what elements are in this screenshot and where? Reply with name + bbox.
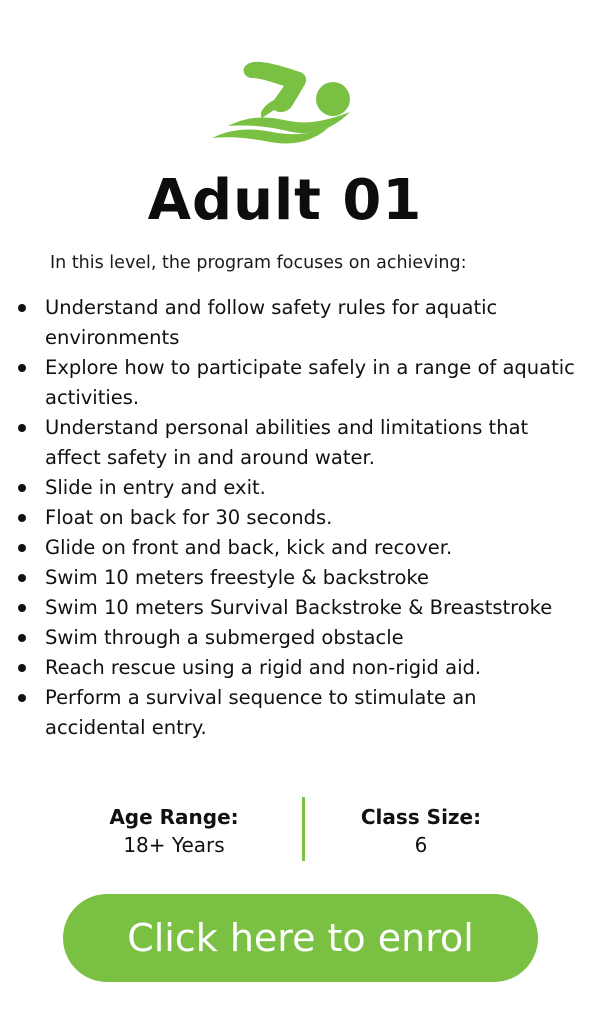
bullet-icon xyxy=(18,304,26,312)
list-item xyxy=(18,653,578,683)
list-item xyxy=(18,473,578,503)
goal-text: Float on back for 30 seconds. xyxy=(45,506,333,529)
age-range-value: 18+ Years xyxy=(123,833,225,857)
goal-text: Swim 10 meters freestyle & backstroke xyxy=(45,566,430,589)
goal-text: Glide on front and back, kick and recover. xyxy=(45,536,453,559)
goal-text: Swim 10 meters Survival Backstroke & Breaststroke xyxy=(45,596,553,619)
goal-text: Understand personal abilities and limitations that affect safety in and around water. xyxy=(45,416,529,469)
swimmer-icon xyxy=(208,56,358,146)
goal-text: Slide in entry and exit. xyxy=(45,476,266,499)
class-size xyxy=(311,805,531,857)
goal-text: Swim through a submerged obstacle xyxy=(45,626,404,649)
class-info xyxy=(0,797,598,863)
list-item xyxy=(18,293,578,353)
list-item xyxy=(18,413,578,473)
bullet-icon xyxy=(18,664,26,672)
class-size-label: Class Size: xyxy=(360,805,482,829)
page-title: Adult 01 xyxy=(147,168,423,233)
list-item xyxy=(18,623,578,653)
info-divider xyxy=(302,797,305,861)
age-range-label: Age Range: xyxy=(109,805,239,829)
bullet-icon xyxy=(18,694,26,702)
goal-text: Explore how to participate safely in a range of aquatic activities. xyxy=(45,356,575,409)
bullet-icon xyxy=(18,484,26,492)
class-size-value: 6 xyxy=(414,833,428,857)
list-item xyxy=(18,353,578,413)
bullet-icon xyxy=(18,634,26,642)
bullet-icon xyxy=(18,574,26,582)
goal-text: Perform a survival sequence to stimulate an accidental entry. xyxy=(45,686,477,739)
enrol-button[interactable]: Click here to enrol xyxy=(63,894,538,982)
list-item xyxy=(18,683,578,743)
bullet-icon xyxy=(18,424,26,432)
bullet-icon xyxy=(18,514,26,522)
list-item xyxy=(18,563,578,593)
list-item xyxy=(18,593,578,623)
list-item xyxy=(18,533,578,563)
list-item xyxy=(18,503,578,533)
goals-list xyxy=(18,293,578,743)
goal-text: Understand and follow safety rules for aquatic environments xyxy=(45,296,498,349)
bullet-icon xyxy=(18,604,26,612)
bullet-icon xyxy=(18,364,26,372)
age-range xyxy=(64,805,284,857)
intro-text: In this level, the program focuses on achieving: xyxy=(50,253,467,273)
bullet-icon xyxy=(18,544,26,552)
goal-text: Reach rescue using a rigid and non-rigid aid. xyxy=(45,656,482,679)
